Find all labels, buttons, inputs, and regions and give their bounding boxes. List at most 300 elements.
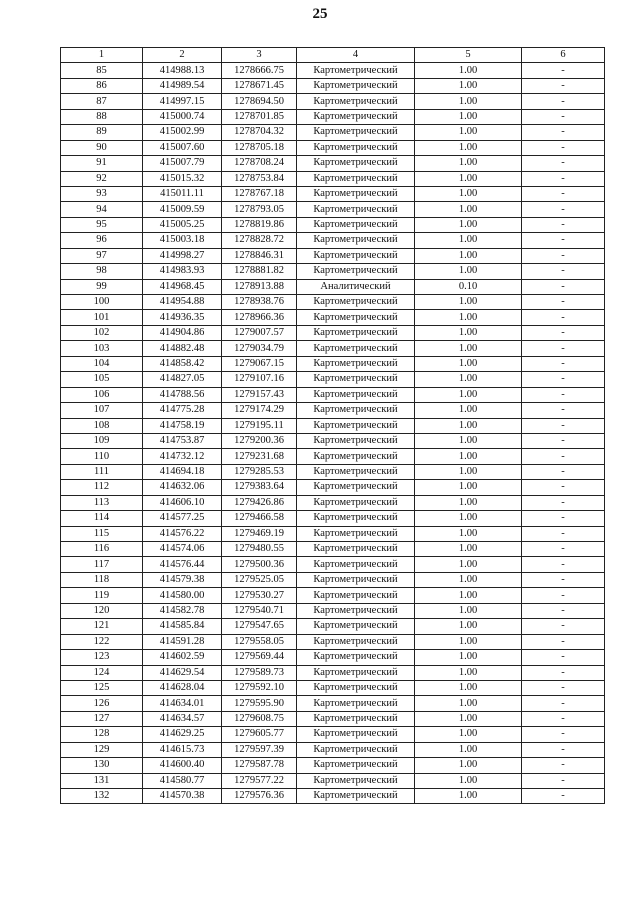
table-cell: Картометрический [297,634,415,649]
table-cell: 1279034.79 [222,341,297,356]
table-cell: Картометрический [297,356,415,371]
table-cell: 113 [61,495,143,510]
table-cell: 0.10 [415,279,522,294]
table-cell: 414585.84 [143,619,222,634]
table-cell: 414758.19 [143,418,222,433]
table-cell: - [522,773,605,788]
table-cell: 1279597.39 [222,742,297,757]
table-cell: 414858.42 [143,356,222,371]
table-row [61,387,605,402]
table-header-row [61,48,605,63]
table-cell: Картометрический [297,773,415,788]
table-cell: 120 [61,603,143,618]
table-cell: 414968.45 [143,279,222,294]
table-row [61,341,605,356]
table-row [61,310,605,325]
table-row [61,356,605,371]
table-cell: 1.00 [415,480,522,495]
table-row [61,464,605,479]
table-cell: - [522,742,605,757]
column-header: 6 [522,48,605,63]
table-cell: - [522,387,605,402]
table-cell: 414582.78 [143,603,222,618]
table-cell: - [522,264,605,279]
table-cell: Картометрический [297,156,415,171]
table-cell: 414998.27 [143,248,222,263]
table-row [61,372,605,387]
table-cell: 1.00 [415,186,522,201]
table-row [61,696,605,711]
table-cell: 415015.32 [143,171,222,186]
table-cell: 110 [61,449,143,464]
table-cell: - [522,372,605,387]
table-cell: - [522,341,605,356]
table-cell: 414606.10 [143,495,222,510]
table-cell: 1279383.64 [222,480,297,495]
table-row [61,680,605,695]
table-row [61,295,605,310]
table-cell: 108 [61,418,143,433]
table-row [61,264,605,279]
table-cell: 94 [61,202,143,217]
table-cell: Картометрический [297,217,415,232]
table-cell: - [522,325,605,340]
table-cell: 1.00 [415,449,522,464]
table-row [61,233,605,248]
column-header: 2 [143,48,222,63]
table-cell: 1.00 [415,650,522,665]
table-cell: 1278828.72 [222,233,297,248]
table-row [61,572,605,587]
table-cell: 1.00 [415,372,522,387]
table-cell: - [522,403,605,418]
table-cell: Картометрический [297,727,415,742]
table-cell: 102 [61,325,143,340]
table-cell: Картометрический [297,418,415,433]
table-cell: 414694.18 [143,464,222,479]
table-cell: 1.00 [415,433,522,448]
table-row [61,279,605,294]
table-cell: 105 [61,372,143,387]
table-row [61,140,605,155]
table-cell: 1279480.55 [222,542,297,557]
table-cell: - [522,217,605,232]
table-cell: Картометрический [297,572,415,587]
table-cell: 1.00 [415,511,522,526]
table-cell: 96 [61,233,143,248]
table-cell: Картометрический [297,433,415,448]
table-cell: 1278705.18 [222,140,297,155]
table-cell: 1278767.18 [222,186,297,201]
table-cell: Картометрический [297,495,415,510]
table-cell: 1279469.19 [222,526,297,541]
table-cell: 1279200.36 [222,433,297,448]
table-row [61,758,605,773]
column-header: 1 [61,48,143,63]
table-cell: 1278666.75 [222,63,297,78]
table-cell: - [522,634,605,649]
table-row [61,773,605,788]
table-cell: 93 [61,186,143,201]
table-cell: 124 [61,665,143,680]
table-cell: 415007.60 [143,140,222,155]
table-cell: 1278753.84 [222,171,297,186]
table-cell: 1279157.43 [222,387,297,402]
table-row [61,495,605,510]
table-cell: 1.00 [415,156,522,171]
table-row [61,727,605,742]
table-cell: 100 [61,295,143,310]
table-row [61,248,605,263]
table-cell: 1.00 [415,603,522,618]
table-cell: 1.00 [415,356,522,371]
table-cell: 1.00 [415,94,522,109]
table-cell: 1.00 [415,387,522,402]
table-cell: 119 [61,588,143,603]
table-cell: 414576.44 [143,557,222,572]
table-cell: 1.00 [415,109,522,124]
table-cell: 121 [61,619,143,634]
table-cell: 109 [61,433,143,448]
table-cell: - [522,495,605,510]
table-row [61,186,605,201]
table-cell: - [522,418,605,433]
table-cell: 414882.48 [143,341,222,356]
table-cell: 414904.86 [143,325,222,340]
table-cell: Картометрический [297,295,415,310]
table-cell: Картометрический [297,526,415,541]
table-cell: 1279067.15 [222,356,297,371]
table-cell: 1.00 [415,140,522,155]
table-cell: - [522,171,605,186]
table-cell: 415000.74 [143,109,222,124]
table-cell: - [522,619,605,634]
table-cell: 1279569.44 [222,650,297,665]
table-cell: 414632.06 [143,480,222,495]
table-cell: - [522,650,605,665]
table-cell: 414997.15 [143,94,222,109]
table-cell: 1279530.27 [222,588,297,603]
table-cell: 1.00 [415,542,522,557]
table-row [61,526,605,541]
table-cell: 1278671.45 [222,78,297,93]
table-cell: 1.00 [415,742,522,757]
table-cell: - [522,464,605,479]
table-cell: 104 [61,356,143,371]
table-cell: 1279525.05 [222,572,297,587]
table-cell: 1.00 [415,341,522,356]
table-cell: - [522,310,605,325]
column-header: 5 [415,48,522,63]
table-cell: Картометрический [297,341,415,356]
table-cell: 1278846.31 [222,248,297,263]
table-cell: 1279466.58 [222,511,297,526]
table-cell: 128 [61,727,143,742]
table-cell: - [522,156,605,171]
table-cell: - [522,279,605,294]
table-cell: 1279592.10 [222,680,297,695]
table-cell: 414570.38 [143,789,222,804]
table-cell: - [522,433,605,448]
table-cell: 414788.56 [143,387,222,402]
table-cell: 414988.13 [143,63,222,78]
column-header: 4 [297,48,415,63]
table-row [61,202,605,217]
table-cell: 1.00 [415,588,522,603]
table-cell: 97 [61,248,143,263]
table-cell: 131 [61,773,143,788]
table-cell: 414615.73 [143,742,222,757]
table-cell: 1278881.82 [222,264,297,279]
table-cell: - [522,665,605,680]
table-cell: 1.00 [415,634,522,649]
table-cell: Картометрический [297,665,415,680]
table-cell: Картометрический [297,233,415,248]
table-cell: 1279587.78 [222,758,297,773]
table-cell: - [522,542,605,557]
table-cell: Картометрический [297,696,415,711]
table-cell: Картометрический [297,511,415,526]
table-cell: Картометрический [297,557,415,572]
table-cell: 1.00 [415,325,522,340]
table-cell: 1.00 [415,248,522,263]
table-row [61,711,605,726]
table-cell: 1279231.68 [222,449,297,464]
table-cell: Картометрический [297,372,415,387]
table-row [61,217,605,232]
table-cell: 86 [61,78,143,93]
table-cell: 414983.93 [143,264,222,279]
table-cell: 1278704.32 [222,125,297,140]
table-cell: 87 [61,94,143,109]
table-cell: 1.00 [415,711,522,726]
table-cell: Картометрический [297,140,415,155]
table-cell: 1.00 [415,572,522,587]
table-cell: 1.00 [415,403,522,418]
table-cell: 414753.87 [143,433,222,448]
page-number: 25 [312,6,328,22]
table-cell: 414827.05 [143,372,222,387]
table-cell: 414936.35 [143,310,222,325]
table-cell: 1279285.53 [222,464,297,479]
table-cell: 89 [61,125,143,140]
table-row [61,449,605,464]
table-cell: 414579.38 [143,572,222,587]
table-cell: - [522,557,605,572]
table-cell: 1.00 [415,78,522,93]
table-row [61,433,605,448]
table-cell: 129 [61,742,143,757]
table-cell: 111 [61,464,143,479]
table-cell: - [522,233,605,248]
table-cell: - [522,125,605,140]
table-cell: 1.00 [415,63,522,78]
table-cell: Картометрический [297,171,415,186]
table-cell: Картометрический [297,588,415,603]
table-cell: 127 [61,711,143,726]
table-cell: - [522,572,605,587]
table-cell: 1.00 [415,758,522,773]
table-cell: 1279608.75 [222,711,297,726]
table-cell: - [522,758,605,773]
table-cell: - [522,140,605,155]
table-cell: 117 [61,557,143,572]
table-cell: 1279007.57 [222,325,297,340]
table-cell: 101 [61,310,143,325]
table-cell: 1.00 [415,526,522,541]
table-row [61,480,605,495]
table-cell: 1279605.77 [222,727,297,742]
table-cell: Картометрический [297,789,415,804]
table-cell: 414600.40 [143,758,222,773]
table-cell: Картометрический [297,758,415,773]
table-cell: 107 [61,403,143,418]
table-cell: 1.00 [415,727,522,742]
table-cell: 1279595.90 [222,696,297,711]
table-cell: 1279558.05 [222,634,297,649]
table-cell: 1.00 [415,125,522,140]
table-cell: 1278694.50 [222,94,297,109]
table-cell: 414602.59 [143,650,222,665]
table-cell: - [522,588,605,603]
table-cell: 1.00 [415,295,522,310]
table-row [61,109,605,124]
table-cell: 114 [61,511,143,526]
table-cell: Картометрический [297,63,415,78]
table-row [61,588,605,603]
table-cell: - [522,526,605,541]
table-cell: 1278966.36 [222,310,297,325]
table-cell: 90 [61,140,143,155]
table-cell: 414574.06 [143,542,222,557]
table-cell: 414628.04 [143,680,222,695]
table-row [61,634,605,649]
table-cell: 1279107.16 [222,372,297,387]
table-cell: 414629.25 [143,727,222,742]
table-cell: 1.00 [415,202,522,217]
table-cell: 106 [61,387,143,402]
table-cell: 414591.28 [143,634,222,649]
table-cell: - [522,480,605,495]
table-cell: 1.00 [415,310,522,325]
table-cell: 1279540.71 [222,603,297,618]
table-cell: - [522,789,605,804]
table-cell: 414989.54 [143,78,222,93]
table-cell: 415003.18 [143,233,222,248]
table-cell: Аналитический [297,279,415,294]
table-row [61,557,605,572]
table-cell: Картометрический [297,711,415,726]
table-row [61,171,605,186]
table-cell: Картометрический [297,742,415,757]
table-cell: 414634.01 [143,696,222,711]
table-cell: Картометрический [297,248,415,263]
table-row [61,94,605,109]
table-cell: 116 [61,542,143,557]
table-cell: 1.00 [415,789,522,804]
table-cell: 414775.28 [143,403,222,418]
table-row [61,742,605,757]
table-cell: 132 [61,789,143,804]
table-row [61,789,605,804]
table-cell: - [522,295,605,310]
table-cell: Картометрический [297,464,415,479]
table-row [61,619,605,634]
table-row [61,511,605,526]
table-cell: 1279589.73 [222,665,297,680]
table-cell: 414580.77 [143,773,222,788]
table-cell: - [522,727,605,742]
table-cell: 1279195.11 [222,418,297,433]
table-cell: 415009.59 [143,202,222,217]
table-cell: Картометрический [297,387,415,402]
table-cell: - [522,63,605,78]
table-cell: 414634.57 [143,711,222,726]
table-cell: 1.00 [415,680,522,695]
table-cell: Картометрический [297,125,415,140]
table-cell: 1278913.88 [222,279,297,294]
table-cell: 1278819.86 [222,217,297,232]
table-cell: Картометрический [297,325,415,340]
table-cell: Картометрический [297,680,415,695]
table-row [61,125,605,140]
table-cell: 1279576.36 [222,789,297,804]
table-row [61,418,605,433]
table-cell: 1.00 [415,264,522,279]
table-cell: 103 [61,341,143,356]
table-cell: 414576.22 [143,526,222,541]
table-cell: - [522,449,605,464]
table-cell: - [522,94,605,109]
table-cell: 414580.00 [143,588,222,603]
table-row [61,78,605,93]
table-cell: 1.00 [415,418,522,433]
table-cell: 1.00 [415,171,522,186]
table-cell: 118 [61,572,143,587]
table-cell: Картометрический [297,186,415,201]
table-cell: 1278793.05 [222,202,297,217]
table-cell: 1279547.65 [222,619,297,634]
table-cell: 415007.79 [143,156,222,171]
table-row [61,63,605,78]
table-cell: Картометрический [297,403,415,418]
table-cell: Картометрический [297,202,415,217]
table-cell: Картометрический [297,310,415,325]
table-cell: Картометрический [297,78,415,93]
table-cell: - [522,711,605,726]
table-cell: 414577.25 [143,511,222,526]
table-cell: - [522,248,605,263]
table-cell: - [522,696,605,711]
table-cell: 85 [61,63,143,78]
table-cell: 1.00 [415,464,522,479]
table-cell: 415005.25 [143,217,222,232]
table-cell: Картометрический [297,109,415,124]
table-row [61,156,605,171]
table-cell: - [522,680,605,695]
table-cell: 1279426.86 [222,495,297,510]
table-cell: Картометрический [297,94,415,109]
table-cell: 122 [61,634,143,649]
table-cell: 1.00 [415,495,522,510]
table-cell: - [522,202,605,217]
table-cell: Картометрический [297,480,415,495]
table-cell: 91 [61,156,143,171]
table-cell: 88 [61,109,143,124]
table-cell: 130 [61,758,143,773]
table-cell: Картометрический [297,264,415,279]
table-cell: 414954.88 [143,295,222,310]
